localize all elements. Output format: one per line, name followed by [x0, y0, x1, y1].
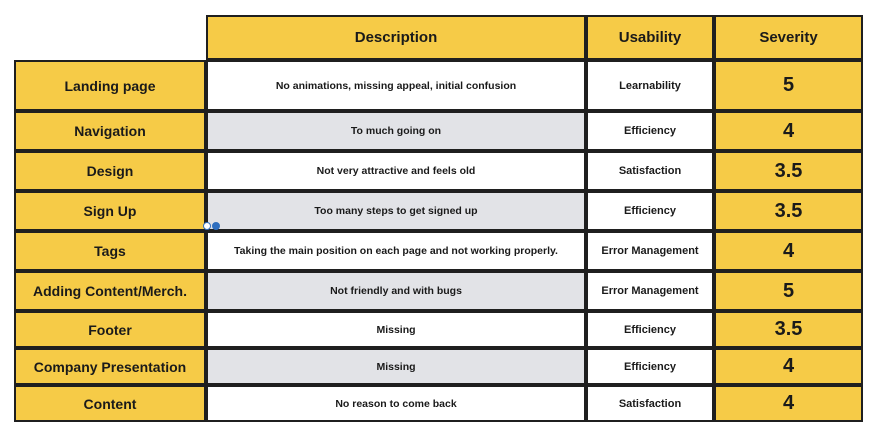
row-severity: 5: [714, 60, 863, 111]
row-description: Taking the main position on each page and not working properly.: [206, 231, 586, 271]
row-description: Missing: [206, 348, 586, 385]
row-description: No animations, missing appeal, initial confusion: [206, 60, 586, 111]
header-severity: Severity: [714, 15, 863, 60]
row-label-design: Design: [14, 151, 206, 191]
row-usability: Efficiency: [586, 311, 714, 348]
row-severity: 4: [714, 348, 863, 385]
row-severity: 3.5: [714, 151, 863, 191]
row-severity: 4: [714, 111, 863, 151]
selection-handle[interactable]: [203, 222, 223, 232]
header-description: Description: [206, 15, 586, 60]
row-usability: Efficiency: [586, 191, 714, 231]
row-description: Missing: [206, 311, 586, 348]
row-usability: Satisfaction: [586, 151, 714, 191]
row-description: To much going on: [206, 111, 586, 151]
row-description: Too many steps to get signed up: [206, 191, 586, 231]
row-description: Not very attractive and feels old: [206, 151, 586, 191]
row-label-adding-content: Adding Content/Merch.: [14, 271, 206, 311]
selection-handle-dot-icon[interactable]: [203, 222, 211, 230]
row-description: Not friendly and with bugs: [206, 271, 586, 311]
row-label-company-presentation: Company Presentation: [14, 348, 206, 385]
row-usability: Error Management: [586, 231, 714, 271]
row-label-sign-up: Sign Up: [14, 191, 206, 231]
selection-handle-dot-icon[interactable]: [212, 222, 220, 230]
row-label-tags: Tags: [14, 231, 206, 271]
row-severity: 4: [714, 231, 863, 271]
row-severity: 3.5: [714, 311, 863, 348]
row-severity: 3.5: [714, 191, 863, 231]
row-usability: Error Management: [586, 271, 714, 311]
row-usability: Learnability: [586, 60, 714, 111]
row-usability: Efficiency: [586, 111, 714, 151]
row-usability: Efficiency: [586, 348, 714, 385]
header-usability: Usability: [586, 15, 714, 60]
row-label-landing-page: Landing page: [14, 60, 206, 111]
row-label-content: Content: [14, 385, 206, 422]
row-label-navigation: Navigation: [14, 111, 206, 151]
row-description: No reason to come back: [206, 385, 586, 422]
row-label-footer: Footer: [14, 311, 206, 348]
row-severity: 5: [714, 271, 863, 311]
row-usability: Satisfaction: [586, 385, 714, 422]
row-severity: 4: [714, 385, 863, 422]
